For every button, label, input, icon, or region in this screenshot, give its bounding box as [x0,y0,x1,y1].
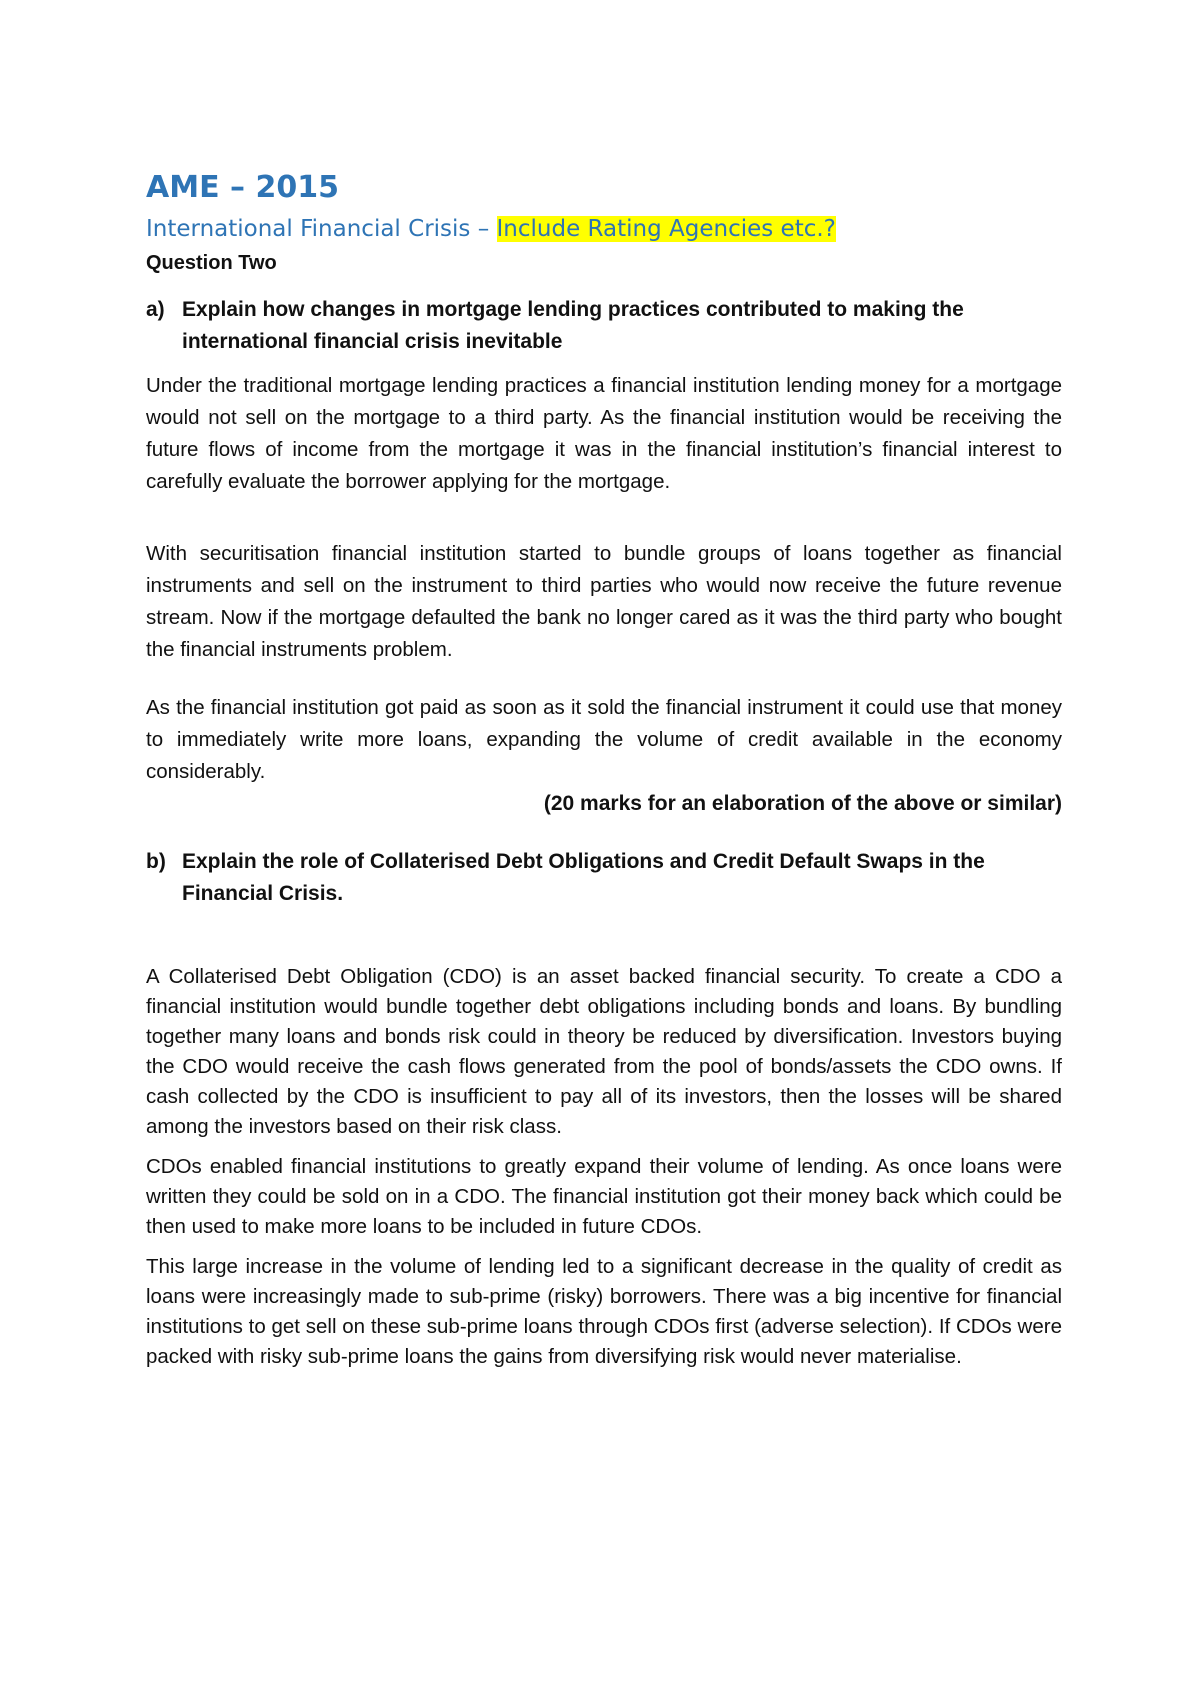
part-a-paragraph-3: As the financial institution got paid as soon as it sold the financial instrument it could use that money to immediately write more loans, expanding the volume of credit available in the economy considerably. [146,696,1062,783]
subtitle-highlight: Include Rating Agencies etc.? [496,216,836,242]
question-heading: Question Two [146,252,277,274]
part-a-label: a) [146,298,165,321]
subtitle-main: International Financial Crisis – [146,216,497,242]
part-b-question-text: Explain the role of Collaterised Debt Obligations and Credit Default Swaps in the Financial Crisis. [182,850,985,905]
document-subtitle [146,212,1062,246]
part-a-question [146,294,1062,358]
part-a-marks: (20 marks for an elaboration of the above or similar) [543,792,1062,815]
part-b-paragraph-1: A Collaterised Debt Obligation (CDO) is an asset backed financial security. To create a CDO a financial institution would bundle together debt obligations including bonds and loans. By bundling together many loans and bonds risk could in theory be reduced by diversification. Investors buying the CDO would receive the cash flows generated from the pool of bonds/assets the CDO owns. If cash collected by the CDO is insufficient to pay all of its investors, then the losses will be shared among the investors based on their risk class. [146,965,1062,1138]
part-a-question-text: Explain how changes in mortgage lending practices contributed to making the international financial crisis inevitable [182,298,964,353]
part-b-paragraph-3: This large increase in the volume of lending led to a significant decrease in the quality of credit as loans were increasingly made to sub-prime (risky) borrowers. There was a big incentive for financial institutions to get sell on these sub-prime loans through CDOs first (adverse selection). If CDOs were packed with risky sub-prime loans the gains from diversifying risk would never materialise. [146,1255,1062,1368]
document-content [146,168,1062,1372]
part-a-paragraph-1: Under the traditional mortgage lending practices a financial institution lending money for a mortgage would not sell on the mortgage to a third party. As the financial institution would be receiving the future flows of income from the mortgage it was in the financial institution’s financial interest to carefully evaluate the borrower applying for the mortgage. [146,374,1062,493]
part-b-label: b) [146,850,166,873]
part-a-paragraph-2: With securitisation financial institution started to bundle groups of loans together as financial instruments and sell on the instrument to third parties who would now receive the future revenue stream. Now if the mortgage defaulted the bank no longer cared as it was the third party who bought the financial instruments problem. [146,542,1062,661]
part-b-question [146,846,1062,910]
document-title: AME – 2015 [146,170,339,205]
part-b-paragraph-2: CDOs enabled financial institutions to greatly expand their volume of lending. As once loans were written they could be sold on in a CDO. The financial institution got their money back which could be then used to make more loans to be included in future CDOs. [146,1155,1062,1238]
